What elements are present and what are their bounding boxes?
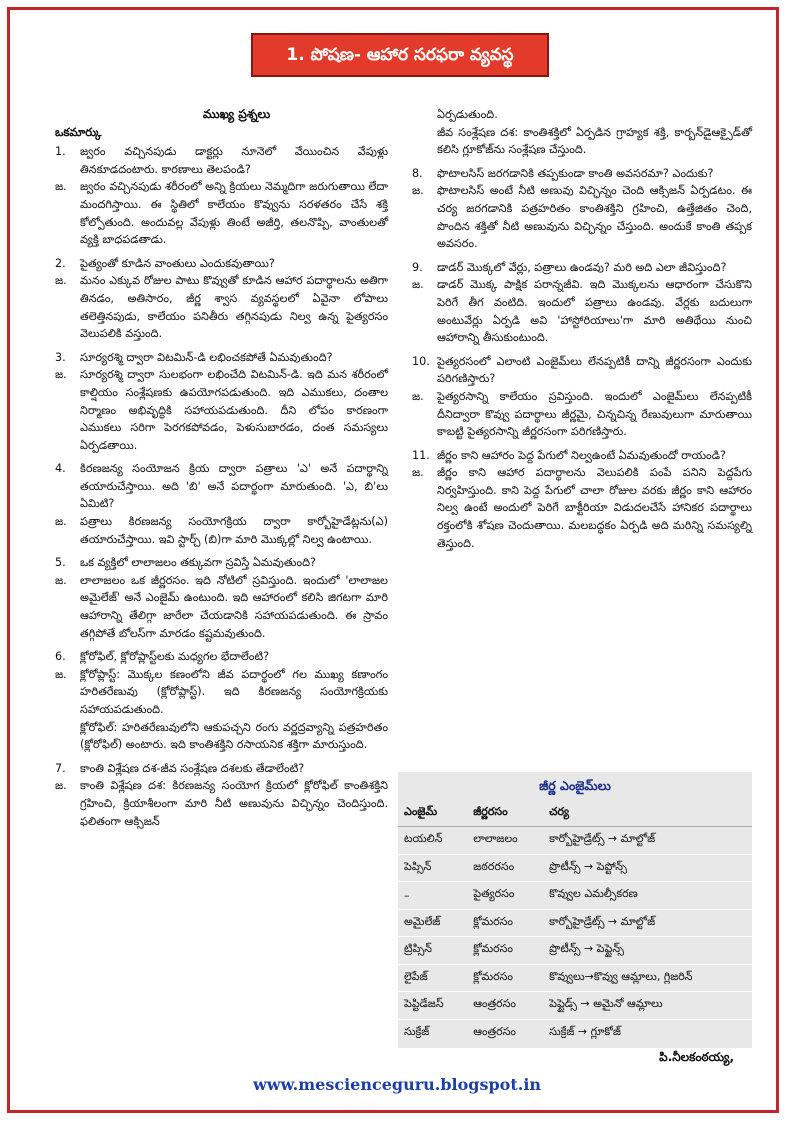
question [55, 648, 388, 666]
question-block [412, 165, 752, 253]
continuation-text: ఏర్పడుతుంది. [437, 108, 498, 121]
question [55, 460, 388, 513]
question-block [55, 460, 388, 548]
answer [55, 366, 388, 454]
question [55, 760, 388, 778]
question-number: 10. [412, 354, 430, 368]
question-text: ఒక వ్యక్తిలో లాలాజలం తక్కువగా స్రవిస్తే ఏమవుతుంది? [80, 556, 316, 570]
question-block [412, 259, 752, 347]
enzyme-table-box [398, 772, 752, 1048]
question-number: 2. [55, 256, 66, 270]
answer-text: క్లోరోప్లాస్ట్: మొక్కల కణంలోని జీవ పదార్థంలో గల ముఖ్య కణాంగం హరితరేణువు (క్లోరోప్లాస్ట్). ఇది కిరణజన్య సంయోగక్రియకు సహాయపడుతుంది. [80, 667, 388, 716]
question [55, 143, 388, 178]
table-row [398, 909, 752, 937]
question-block [55, 143, 388, 249]
question [55, 554, 388, 572]
table-cell: సుక్రేజ్ → గ్లూకోజ్ [543, 1019, 752, 1046]
answer-text-2: క్లోరోఫిల్: హరితరేణువులోని ఆకుపచ్చని రంగు వర్ణద్రవ్యాన్ని పత్రహరితం (క్లోరోఫిల్) అంటారు. ఇది కాంతిశక్తిని రసాయనిక శక్తిగా మారుస్తుంది. [80, 720, 388, 752]
table-cell: కొవ్వుల ఎమల్సీకరణ [543, 882, 752, 910]
answer-prefix: జ. [412, 389, 424, 403]
answer-prefix: జ. [55, 667, 67, 681]
answer-text: లాలాజలం ఒక జీర్ణరసం. ఇది నోటిలో స్రవిస్తుంది. ఇందులో 'లాలాజల అమైలేజ్' అనే ఎంజైమ్ ఉంటుంది. ఇది ఆహారంలో కలిసి జిగటగా మారి ఆహారాన్ని తేలిగ్గా జారేలా చేయడానికి సహాయపడుతుంది. ఈ స్రావం తగ్గిపోతే బోలస్‌గా మారడం కష్టమవుతుంది. [80, 573, 388, 640]
right-column [412, 106, 752, 558]
table-cell: క్లోమరసం [467, 964, 543, 992]
table-cell: ప్రొటీన్స్ → పెప్టైన్స్ [543, 937, 752, 965]
answer [412, 388, 752, 441]
answer-prefix: జ. [55, 274, 67, 288]
question-number: 5. [55, 556, 66, 570]
table-header: ఎంజైమ్ [398, 800, 467, 827]
answer-text: పైత్యరసాన్ని కాలేయం స్రవిస్తుంది. ఇందులో ఎంజైమ్‌లు లేనప్పటికీ దీనిద్వారా కొవ్వు పదార్థాలు జీర్ణమై, చిన్నచిన్న రేణువులుగా మారుతాయి కాబట్టి పైత్యరసాన్ని జీర్ణరసంగా పరిగణిస్తారు. [437, 389, 752, 439]
answer [55, 666, 388, 719]
answer-prefix: జ. [55, 368, 67, 382]
question-block [55, 554, 388, 642]
question-number: 9. [412, 260, 423, 274]
answer-prefix: జ. [55, 515, 67, 529]
answer-text: పత్రాలు కిరణజన్య సంయోగక్రియ ద్వారా కార్బోహైడేట్లను(ఎ) తయారుచేస్తాయి. ఇవి స్టార్చ్ (బి)గా మారి మొక్కల్లో నిల్వ ఉంటాయి. [80, 515, 388, 546]
question-number: 1. [55, 145, 66, 159]
question-text: డాడర్ మొక్కలో వేర్లు, పత్రాలు ఉండవు? మరి అది ఎలా జీవిస్తుంది? [437, 260, 727, 274]
table-cell: పెప్టిడేజస్ [398, 992, 467, 1020]
table-cell: ప్రొటీన్స్ → పెప్టోన్స్ [543, 854, 752, 882]
question-text: పైత్యంతో కూడిన వాంతులు ఎందుకవుతాయి? [80, 256, 275, 270]
table-row [398, 854, 752, 882]
question-block [55, 760, 388, 830]
table-row [398, 1019, 752, 1046]
answer-text: జీర్ణం కాని ఆహార పదార్థాలను వెలుపలికి పంపే పనిని పెద్దపేగు నిర్వహిస్తుంది. కాని పెద్ద పేగులో చాలా రోజుల వరకు జీర్ణం కాని ఆహారం నిల్వ ఉంటే అందులో పెరిగే బాక్టీరియా విడుదలచేసే హానికర పదార్థాలు రక్తంలోకి శోషణ చెందుతాయి. మలబద్ధకం ఏర్పడి అది మరిన్ని సమస్యల్ని తెస్తుంది. [437, 466, 752, 550]
table-cell: కార్బోహైడ్రేట్స్ → మాల్టోజ్ [543, 827, 752, 855]
table-row [398, 992, 752, 1020]
table-header: జీర్ణరసం [467, 800, 543, 827]
answer-text: కాంతి విశ్లేషణ దశ: కిరణజన్య సంయోగ క్రియలో క్లోరోఫిల్ కాంతిశక్తిని గ్రహించి, క్రియాశీలంగా మారి నీటి అణువును విచ్ఛిన్నం చెందిస్తుంది. ఫలితంగా ఆక్సిజన్ [80, 779, 388, 828]
question-block [55, 648, 388, 754]
question-number: 6. [55, 650, 66, 664]
question-text: పైత్యరసంలో ఎలాంటి ఎంజైమ్‌లు లేనప్పటికీ దాన్ని జీర్ణరసంగా ఎందుకు పరిగణిస్తారు? [437, 354, 752, 386]
table-cell: లాలాజలం [467, 827, 543, 855]
table-cell: కొవ్వులు→కొవ్వు ఆమ్లాలు, గ్లిజరిన్ [543, 964, 752, 992]
table-cell: జఠరరసం [467, 854, 543, 882]
question [412, 259, 752, 277]
question [55, 255, 388, 273]
table-cell: టయలిన్ [398, 827, 467, 855]
question-text: కిరణజన్య సంయోజన క్రియ ద్వారా పత్రాలు 'ఎ' అనే పదార్థాన్ని తయారుచేస్తాయి. అది 'బి' అనే పదార్థంగా మారుతుంది. 'ఎ, బి'లు ఏమిటి? [80, 462, 388, 511]
table-cell: అమైలేజ్ [398, 909, 467, 937]
question-text: సూర్యరశ్మి ద్వారా విటమిన్-డి లభించకపోతే ఏమవుతుంది? [80, 350, 333, 364]
table-cell: – [398, 882, 467, 910]
question [412, 447, 752, 465]
answer-prefix: జ. [55, 779, 67, 793]
question-block [55, 349, 388, 455]
table-cell: క్లోమరసం [467, 909, 543, 937]
left-column [55, 106, 388, 836]
question-number: 3. [55, 350, 66, 364]
answer-text: మనం ఎక్కువ రోజుల పాటు కొవ్వుతో కూడిన ఆహార పదార్థాలను అతిగా తినడం, అతిసారం, జీర్ణ శ్వాస వ్యవస్థలలో ఏవైనా లోపాలు తలెత్తినపుడు, కాలేయం పనితీరు తగ్గినపుడు నిల్వ ఉన్న పైత్యరసం వెలుపలికి వస్తుంది. [80, 274, 388, 341]
answer [55, 178, 388, 248]
table-cell: సుక్రేజ్ [398, 1019, 467, 1046]
section-heading: ముఖ్య ప్రశ్నలు [202, 107, 271, 121]
answer-prefix: జ. [55, 180, 67, 194]
answer [55, 513, 388, 548]
table-cell: లైపేజ్ [398, 964, 467, 992]
answer-prefix: జ. [412, 466, 424, 480]
question-text: జీర్ణం కాని ఆహారం పెద్ద పేగులో నిల్వఉంటే ఏమవుతుందో రాయండి? [437, 448, 726, 462]
table-cell: పెప్సిన్ [398, 854, 467, 882]
answer [55, 272, 388, 342]
question-number: 4. [55, 462, 66, 476]
question-text: క్లోరోఫిల్, క్లోరోప్లాస్ట్‌లకు మధ్యగల భేదాలేంటి? [80, 650, 270, 664]
answer [412, 464, 752, 552]
answer [412, 182, 752, 252]
question [412, 165, 752, 183]
question-block [412, 447, 752, 553]
question [412, 353, 752, 388]
table-cell: పైత్యరసం [467, 882, 543, 910]
answer [412, 276, 752, 346]
question-text: జ్వరం వచ్చినపుడు డాక్టర్లు నూనెలో వేయించిన వేపుళ్లు తినకూడదంటారు. కారణాలు తెలపండి? [80, 145, 388, 176]
author-name: పి.నీలకంఠయ్య, [659, 1050, 734, 1064]
question-block [412, 353, 752, 441]
answer-text: ఫొటాలసిస్ అంటే నీటి అణువు విచ్ఛిన్నం చెంది ఆక్సిజన్ ఏర్పడటం. ఈ చర్య జరగడానికి పత్రహరితం కాంతిశక్తిని గ్రహించి, ఉత్తేజితం చెంది, పొందిన శక్తితో నీటి అణువును విచ్ఛిన్నం చేస్తుంది. అందుకే కాంతి తప్పక అవసరం. [437, 184, 752, 251]
page-title: 1. పోషణ- ఆహార సరఫరా వ్యవస్థ [251, 33, 549, 77]
answer-prefix: జ. [412, 184, 424, 198]
answer-prefix: జ. [55, 573, 67, 587]
table-cell: క్లోమరసం [467, 937, 543, 965]
enzyme-table [398, 800, 752, 1046]
answer-prefix: జ. [412, 278, 424, 292]
answer [55, 572, 388, 642]
table-cell: ఆంత్రరసం [467, 992, 543, 1020]
continuation-text-2: జీవ సంశ్లేషణ దశ: కాంతిశక్తిలో ఏర్పడిన గ్రాహ్యక శక్తి, కార్బన్‌డైఆక్సైడ్‌తో కలిసి గ్లూకోజ్‌ను సంశ్లేషణ చేస్తుంది. [437, 125, 752, 157]
table-row [398, 937, 752, 965]
answer-text: సూర్యరశ్మి ద్వారా సులభంగా లభించేది విటమిన్-డి. ఇది మన శరీరంలో కాల్షియం సంశ్లేషణకు ఉపయోగపడుతుంది. ఇది ఎముకలు, దంతాల నిర్మాణం అభివృద్ధికి సహాయపడుతుంది. దీని లోపం కారణంగా ఎముకలు సరిగా పెరగకపోవడం, పెళుసుబారడం, దంత సమస్యలు ఏర్పడతాయి. [80, 368, 388, 452]
answer-text: డాడర్ మొక్క పాక్షిక పరాన్నజీవి. ఇది మొక్కలను ఆధారంగా చేసుకొని పెరిగే తీగ వంటిది. ఇందులో పత్రాలు ఉండవు. వేర్లకు బదులుగా అంటువేర్లు ఏర్పడి అవి 'హాస్టోరియాలు'గా మారి అతిథేయి నుంచి ఆహారాన్ని తీసుకుంటుంది. [437, 278, 752, 345]
question-block [55, 255, 388, 343]
table-cell: ట్రిప్సిన్ [398, 937, 467, 965]
table-row [398, 964, 752, 992]
question-number: 11. [412, 448, 430, 462]
table-cell: కార్బోహైడ్రేట్స్ → మాల్టోజ్ [543, 909, 752, 937]
subheading: ఒకమార్కు [55, 124, 102, 139]
website-url[interactable]: www.mescienceguru.blogspot.in [252, 1075, 542, 1094]
enzyme-table-title: జీర్ణ ఎంజైమ్‌లు [539, 778, 611, 793]
table-row [398, 827, 752, 855]
table-header: చర్య [543, 800, 752, 827]
question-number: 7. [55, 761, 66, 775]
table-cell: పెప్టైడ్స్ → అమైనో ఆమ్లాలు [543, 992, 752, 1020]
question-text: కాంతి విశ్లేషణ దశ-జీవ సంశ్లేషణ దశలకు తేడాలేంటి? [80, 761, 305, 775]
table-cell: ఆంత్రరసం [467, 1019, 543, 1046]
answer-text: జ్వరం వచ్చినపుడు శరీరంలో అన్ని క్రియలు నెమ్మదిగా జరుగుతాయి లేదా మందగిస్తాయి. ఈ స్థితిలో కాలేయం కొవ్వును సరళతరం చేసే శక్తి కోల్పోతుంది. అందువల్ల వేపుళ్లు తింటే అజీర్తి, తలనొప్పి, వాంతులతో వ్యక్తి బాధపడతాడు. [80, 180, 388, 247]
question-text: ఫొటాలసిస్ జరగడానికి తప్పకుండా కాంతి అవసరమా? ఎందుకు? [437, 166, 714, 180]
table-row [398, 882, 752, 910]
question-number: 8. [412, 166, 423, 180]
question [55, 349, 388, 367]
answer [55, 777, 388, 830]
